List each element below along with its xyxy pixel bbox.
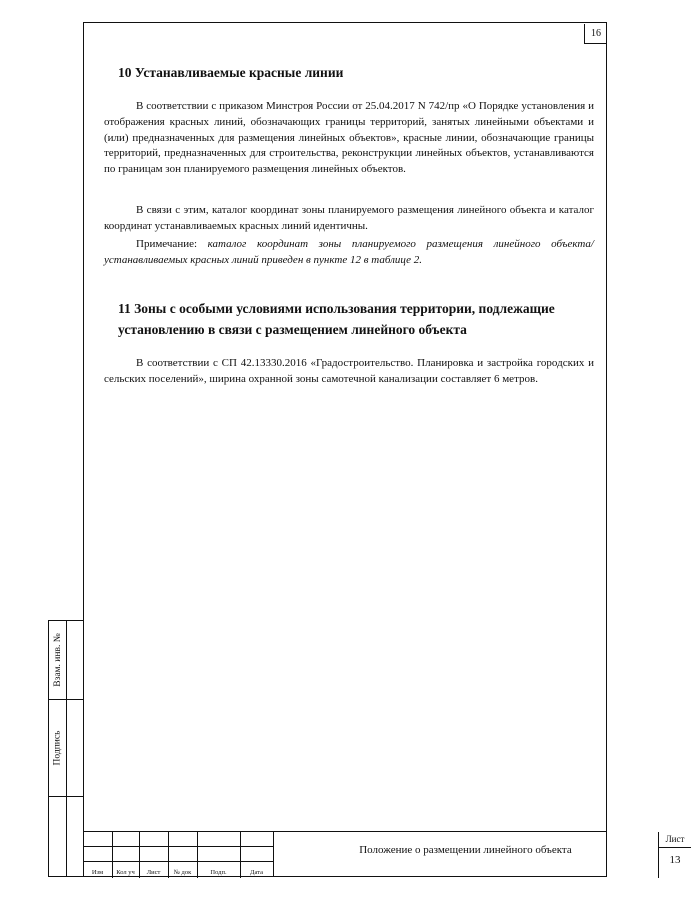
revision-grid	[83, 832, 273, 878]
inv-label-cell	[49, 621, 66, 699]
note-label: Примечание:	[136, 238, 208, 250]
col-kol-uch: Кол уч	[116, 869, 135, 876]
note-text: каталог координат зоны планируемого размещения линейного объекта/ устанавливаемых красных линий приведен в пункте 12 в таблице 2.	[104, 238, 594, 266]
sheet-box	[658, 832, 691, 878]
title-block	[83, 831, 685, 877]
sheet-label: Лист	[665, 834, 685, 844]
section-10-note	[104, 237, 594, 269]
section-10-heading: 10 Устанавливаемые красные линии	[118, 65, 344, 80]
section-11-paragraph-1: В соответствии с СП 42.13330.2016 «Градостроительство. Планировка и застройка городских и сельских поселений», ширина охранной зоны самотечной канализации составляет 6 метров.	[104, 357, 594, 385]
col-doc: № док	[173, 869, 192, 876]
document-title: Положение о размещении линейного объекта	[359, 844, 572, 856]
inv-label: Взам. инв. №	[52, 633, 63, 687]
side-stamp	[48, 620, 84, 877]
col-date: Дата	[250, 869, 263, 876]
col-list: Лист	[146, 869, 161, 876]
sign-label-cell	[49, 699, 66, 796]
section-11-heading: 11 Зоны с особыми условиями использования территории, подлежащие установлению в связи с размещением линейного объекта	[118, 301, 555, 337]
section-10-paragraph-2: В связи с этим, каталог координат зоны планируемого размещения линейного объекта и каталог координат устанавливаемых красных линий идентичны.	[104, 204, 594, 232]
sheet-number: 13	[669, 854, 681, 866]
page-number: 16	[591, 28, 601, 39]
col-podp: Подп.	[210, 869, 227, 876]
section-10-paragraph-1: В соответствии с приказом Минстроя России от 25.04.2017 N 742/пр «О Порядке установления и отображения красных линий, обозначающих границы территорий, занятых линейными объектами и (или) предназначенных для размещения линейных объектов», красные линии, обозначающие границы территорий, предназначенных для строительства, реконструкции линейных объектов, устанавливаются по границам зон планируемого размещения линейных объектов.	[104, 100, 594, 176]
sign-label: Подпись	[52, 730, 63, 765]
col-izm: Изм	[91, 869, 104, 876]
page-number-box	[584, 24, 607, 44]
